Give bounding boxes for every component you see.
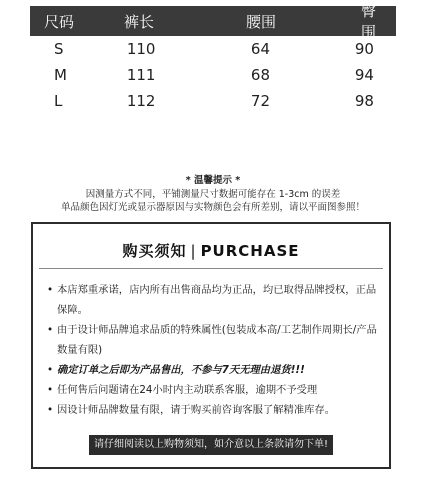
size-table [30, 2, 396, 114]
header-waist: 腰围 [246, 12, 277, 31]
purchase-footer-bar: 请仔细阅读以上购物须知，如介意以上条款请勿下单! [89, 435, 333, 455]
purchase-title-separator: | [190, 242, 197, 260]
list-item [47, 380, 379, 400]
tips-line-measurement: 因测量方式不同，平铺测量尺寸数据可能存在 1-3cm 的误差 [85, 189, 341, 200]
cell-size: L [54, 92, 63, 110]
cell-waist: 64 [250, 40, 271, 58]
cell-waist: 68 [250, 66, 271, 84]
bullet-icon: • [47, 384, 54, 396]
cell-hip: 94 [354, 66, 374, 84]
purchase-notice-box [31, 222, 391, 469]
cell-size: S [54, 40, 64, 58]
purchase-title-cn: 购买须知 [122, 242, 187, 260]
list-item [47, 360, 379, 380]
list-item [47, 280, 379, 320]
cell-hip: 98 [354, 92, 374, 110]
bullet-icon: • [47, 284, 54, 296]
purchase-title-en: PURCHASE [200, 242, 300, 260]
tips-title: * 温馨提示 * [185, 175, 241, 186]
cell-hip: 90 [354, 40, 374, 58]
header-length: 裤长 [124, 12, 155, 31]
table-row [30, 36, 396, 62]
cell-length: 110 [126, 40, 156, 58]
list-item [47, 400, 379, 420]
cell-size: M [54, 66, 67, 84]
list-item [47, 320, 379, 360]
size-table-header [30, 2, 396, 41]
tips-line-color: 单品颜色因灯光或显示器原因与实物颜色会有所差别，请以平面图参照！ [60, 202, 365, 213]
purchase-item-text: 因设计师品牌数量有限，请于购买前咨询客服了解精准库存。 [57, 404, 336, 416]
header-hip: 臀围 [360, 2, 376, 41]
bullet-icon: • [47, 324, 54, 336]
cell-waist: 72 [250, 92, 271, 110]
bullet-icon: • [47, 364, 54, 376]
purchase-items [47, 280, 379, 420]
purchase-item-text: 由于设计师品牌追求品质的特殊属性(包装成本高/工艺制作周期长/产品数量有限) [57, 324, 377, 356]
purchase-item-text: 确定订单之后即为产品售出，不参与7天无理由退货!!! [57, 364, 305, 376]
purchase-item-text: 本店郑重承诺，店内所有出售商品均为正品，均已取得品牌授权，正品保障。 [57, 284, 377, 316]
purchase-title [33, 240, 389, 261]
header-size: 尺码 [44, 12, 75, 31]
purchase-divider [39, 268, 383, 269]
table-row [30, 88, 396, 114]
bullet-icon: • [47, 404, 54, 416]
table-row [30, 62, 396, 88]
cell-length: 111 [126, 66, 156, 84]
cell-length: 112 [126, 92, 156, 110]
purchase-item-text: 任何售后问题请在24小时内主动联系客服，逾期不予受理 [57, 384, 318, 396]
